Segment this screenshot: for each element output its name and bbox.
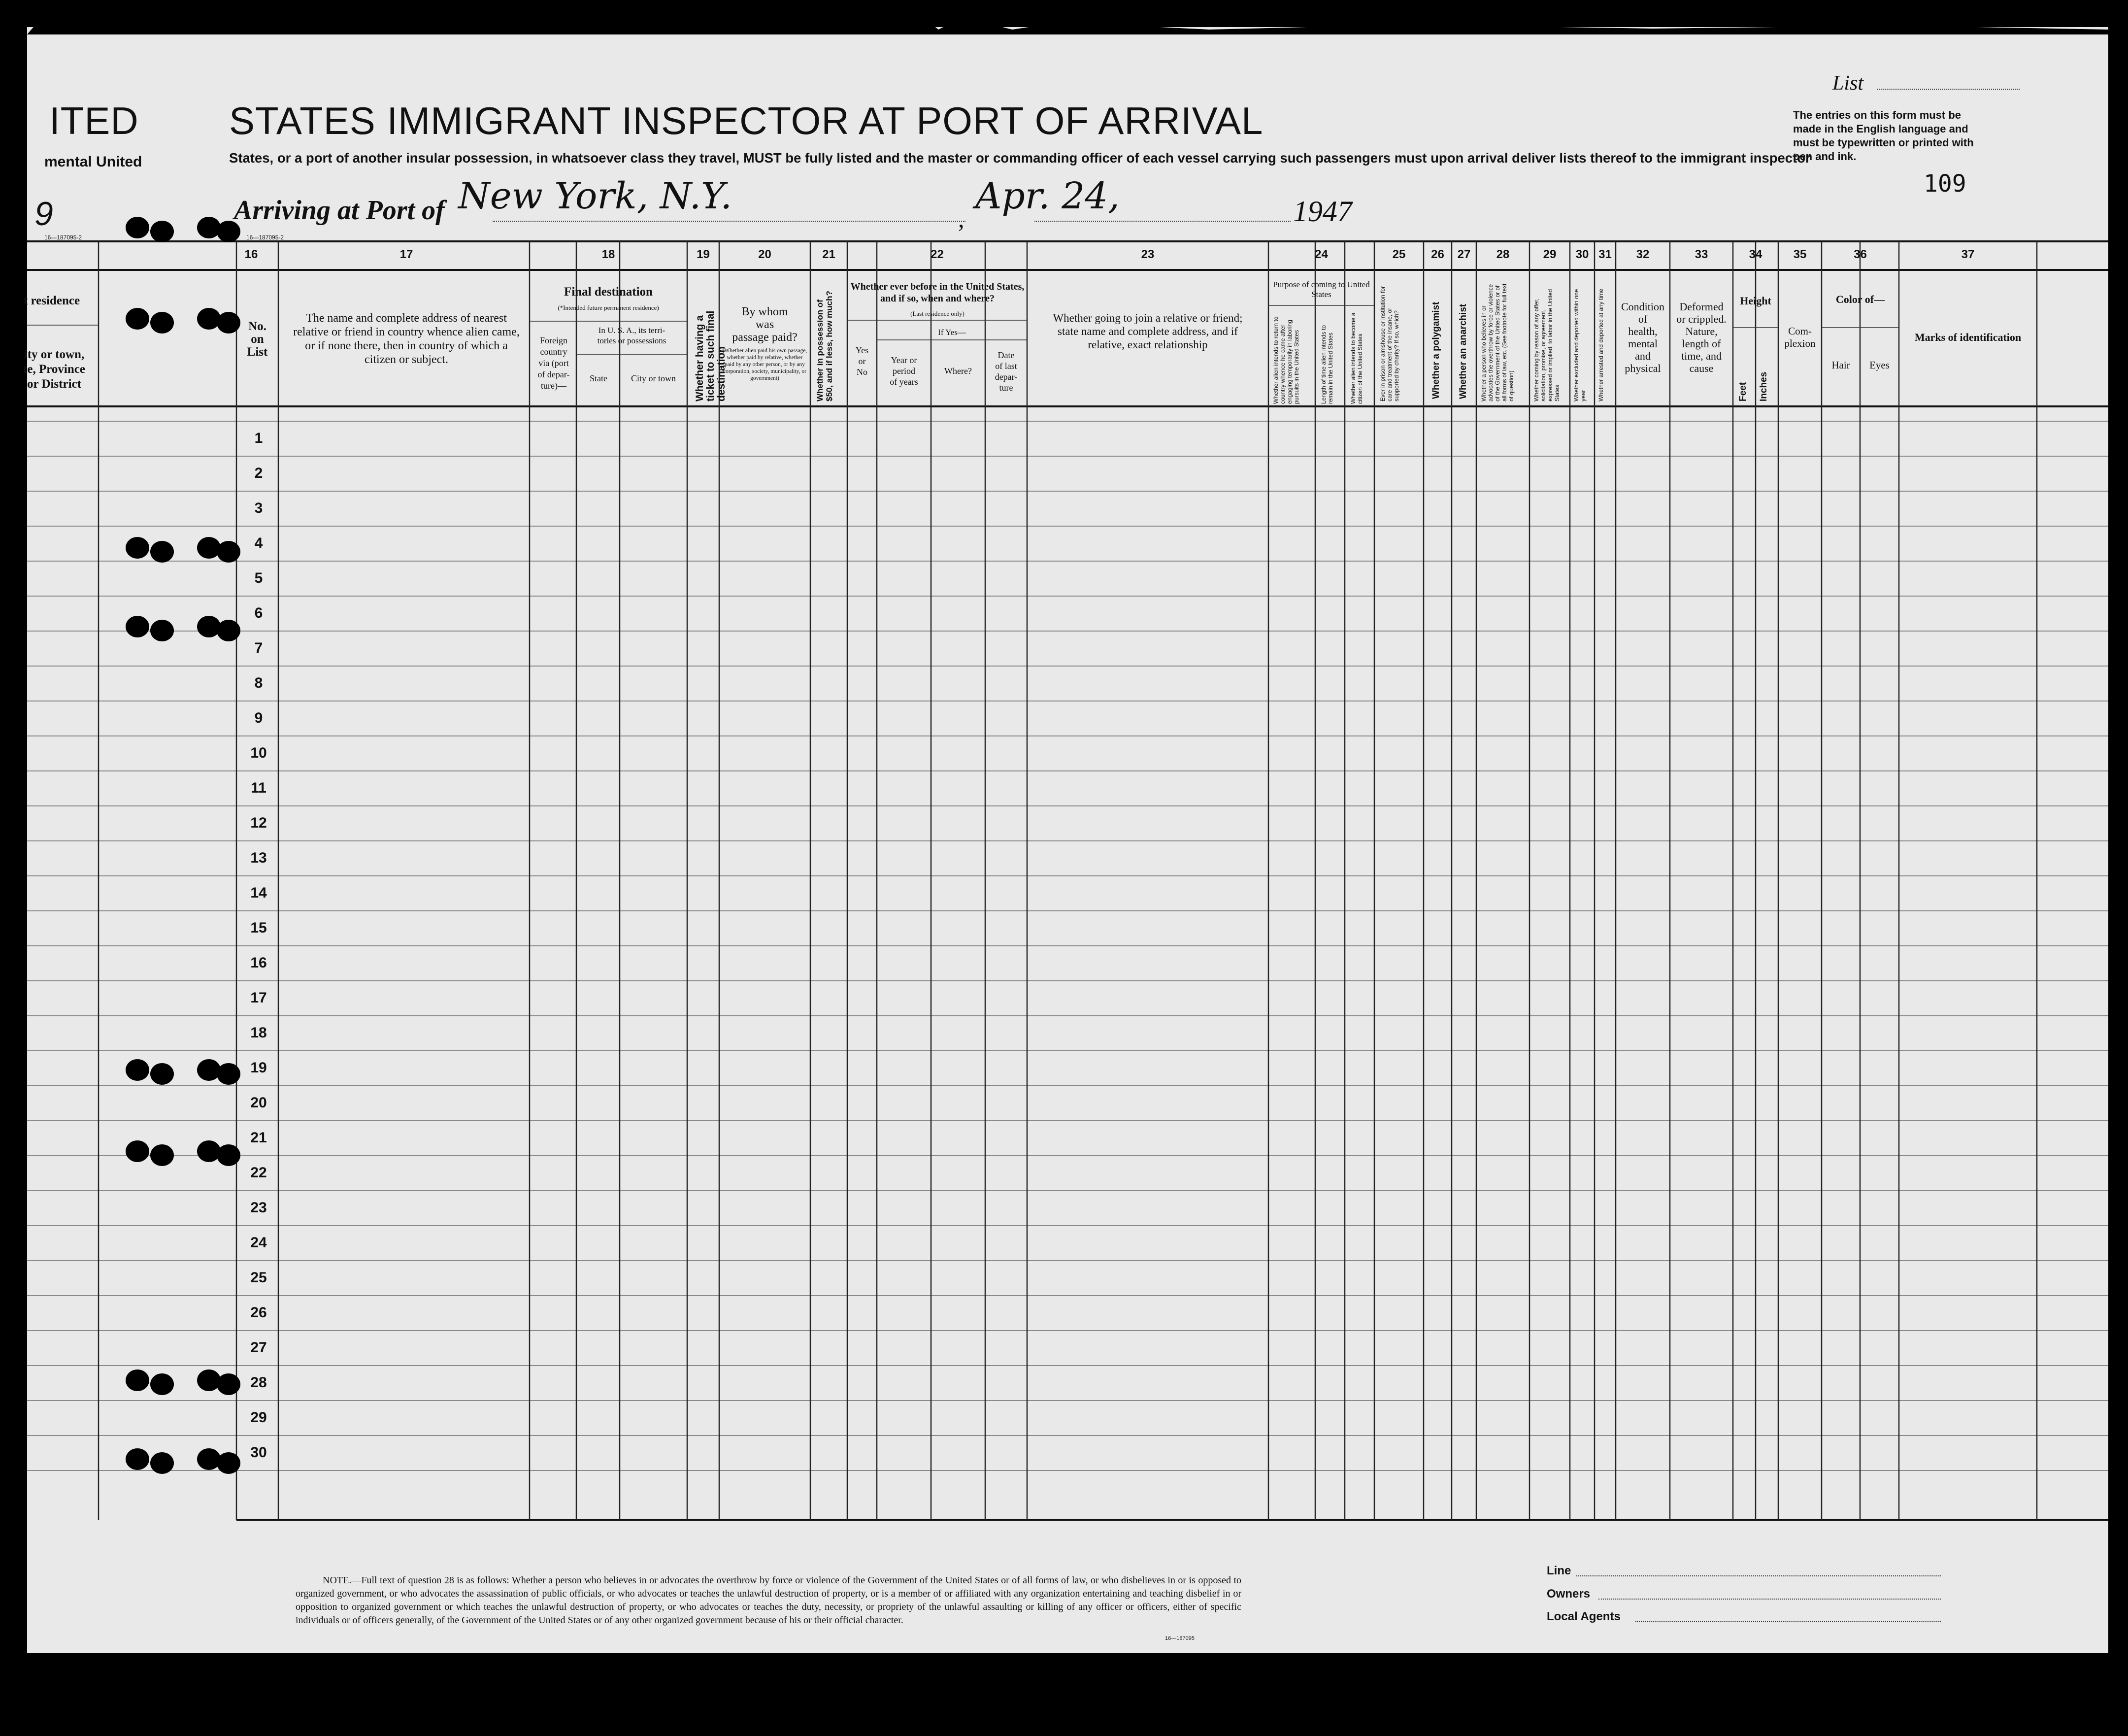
labor-offer-header: Whether coming by reason of any offer, solicitation, promise, or agreement, expressed or implied, to labor in the United States [1533, 289, 1561, 401]
punch-hole [150, 1452, 174, 1474]
col-num: 21 [822, 248, 835, 261]
marks-header: Marks of identification [1914, 331, 2022, 343]
punch-hole [150, 620, 174, 641]
row-number: 23 [250, 1200, 267, 1216]
punch-hole [217, 620, 240, 641]
final-destination-header: Final destination [564, 285, 653, 299]
passage-paid-header [719, 305, 810, 344]
row-number: 11 [251, 780, 266, 796]
header-line: List [247, 345, 268, 359]
punch-hole [150, 1373, 174, 1395]
punch-hole [217, 541, 240, 563]
form-code-left: 16—187095-2 [44, 234, 82, 241]
row-number: 28 [250, 1374, 267, 1391]
row-number: 15 [250, 920, 267, 936]
row-number: 7 [254, 640, 263, 656]
footnote: NOTE.—Full text of question 28 is as follows: Whether a person who believes in or advocates the overthrow by force or violence of the Government of the United States or of all forms of law, or who disbelieves in or is opposed to organized government, or who advocates the assassination of public officials, or who advocates or teaches the unlawful destruction of property, or is a member of or affiliated with any organization entertaining and teaching disbelief in or opposition to organized government or which teaches the unlawful destruction of property, or who advocates or teaches the duty, necessity, or propriety of the unlawful assaulting or killing of any officer or officers, either of specific individuals or of officers generally, of the Government of the United States or of any other organized government because of his or their official character. [296, 1575, 1241, 1626]
col-num: 22 [931, 248, 944, 261]
residence-header: t residence [23, 294, 80, 307]
row-number: 3 [254, 500, 263, 516]
col-num: 16 [244, 248, 258, 261]
ever-before-note: (Last residence only) [910, 310, 964, 317]
punch-hole [150, 221, 174, 242]
year-period-header [877, 355, 931, 387]
punch-hole [126, 308, 149, 330]
punch-hole [217, 1452, 240, 1474]
agents-field [1635, 1621, 1941, 1622]
punch-hole [126, 616, 149, 637]
punch-hole [217, 1144, 240, 1166]
header-line: time, and [1681, 350, 1722, 362]
header-line: of depar- [537, 369, 570, 379]
row-number: 19 [250, 1060, 267, 1076]
header-line: or District [27, 377, 81, 391]
punch-hole [217, 221, 240, 242]
header-line: period [893, 366, 915, 376]
header-line: Date [998, 350, 1015, 360]
state-header: State [590, 373, 607, 383]
header-left-fragment: ITED [49, 99, 139, 142]
instruction-line: pen and ink. [1793, 150, 1857, 163]
header-line: or [858, 356, 866, 366]
agents-label: Local Agents [1547, 1610, 1621, 1623]
joining-relative-header: Whether going to join a relative or friend; state name and complete address, and if relative, exact relationship [1053, 312, 1243, 351]
height-header: Height [1740, 295, 1771, 307]
anarchist-header: Whether an anarchist [1458, 303, 1468, 399]
col-num: 24 [1315, 248, 1328, 261]
col-num: 35 [1793, 248, 1807, 261]
col-num: 28 [1496, 248, 1510, 261]
owners-label: Owners [1547, 1587, 1591, 1601]
header-line: depar- [995, 372, 1018, 382]
row-number: 22 [250, 1165, 267, 1181]
header-line: plexion [1784, 337, 1816, 349]
passage-paid-note: (Whether alien paid his own passage, whether paid by relative, whether paid by any other person, or by any corporation, society, municipality, or government) [722, 348, 807, 381]
punch-hole [217, 1063, 240, 1085]
header-line: Year or [891, 355, 917, 365]
col-num: 37 [1961, 248, 1975, 261]
header-line: via (port [538, 358, 569, 368]
row-number: 27 [250, 1339, 267, 1356]
deformed-header [1670, 300, 1733, 374]
punch-hole [150, 1144, 174, 1166]
row-number: 25 [250, 1269, 267, 1286]
row-number: 4 [254, 535, 263, 551]
complexion-header [1778, 325, 1822, 350]
arriving-label: Arriving at Port of [234, 195, 445, 226]
overthrow-header: Whether a person who believes in or advocates the overthrow by force or violence of the Government of the United States or of all forms of law, etc. (See footnote for full text of question) [1480, 283, 1515, 401]
health-header [1616, 300, 1670, 374]
instruction-line: The entries on this form must be [1793, 109, 1962, 121]
prison-header: Ever in prison or almshouse or institution for care and treatment of the insane, or supported by charity? If so, which? [1379, 286, 1400, 401]
row-number: 16 [250, 955, 267, 971]
header-line: Foreign [540, 335, 567, 345]
row-number: 10 [250, 745, 267, 761]
color-of-header: Color of— [1835, 293, 1885, 305]
col-num: 17 [399, 248, 413, 261]
ever-before-header: Whether ever before in the United States, and if so, when and where? [850, 281, 1025, 304]
row-number: 1 [254, 430, 263, 446]
col-num: 34 [1749, 248, 1762, 261]
header-line: Yes [855, 345, 869, 355]
header-line: No [857, 367, 867, 377]
header-line: ture)— [541, 381, 566, 391]
row-number: 9 [254, 710, 263, 726]
final-destination-note: (*Intended future permanent residence) [558, 304, 659, 311]
col-num: 30 [1575, 248, 1589, 261]
row-number: 20 [250, 1095, 267, 1111]
line-label: Line [1547, 1564, 1571, 1577]
date-handwritten: Apr. 24, [975, 175, 1120, 217]
arrested-header: Whether arrested and deported at any time [1597, 289, 1604, 401]
col-num: 20 [758, 248, 771, 261]
row-number: 13 [250, 850, 267, 866]
row-number: 21 [250, 1130, 267, 1146]
punch-hole [150, 1063, 174, 1085]
row-number: 17 [250, 990, 267, 1006]
col-num: 23 [1141, 248, 1155, 261]
row-number: 30 [250, 1444, 267, 1461]
purpose-return-header: Whether alien intends to return to country whence he came after engaging temporarily in laboring pursuits in the United States [1272, 316, 1300, 404]
form-code-right: 16—187095-2 [246, 234, 284, 241]
punch-hole [126, 1448, 149, 1470]
punch-hole [150, 541, 174, 563]
col-num: 36 [1854, 248, 1867, 261]
header-line: health, [1628, 325, 1658, 337]
col-num: 26 [1431, 248, 1444, 261]
page-number: 109 [1924, 170, 1966, 198]
header-line: In U. S. A., its terri- [598, 326, 665, 335]
row-number: 2 [254, 465, 263, 481]
header-line: and [1635, 350, 1651, 362]
punch-hole [217, 312, 240, 334]
city-header: City or town [631, 373, 676, 383]
if-yes-header: If Yes— [938, 328, 966, 337]
page-title: STATES IMMIGRANT INSPECTOR AT PORT OF ARRIVAL [229, 99, 1264, 142]
col-num: 19 [697, 248, 710, 261]
punch-hole [126, 537, 149, 559]
feet-header: Feet [1738, 382, 1748, 401]
inches-header: Inches [1759, 371, 1769, 401]
header-line: or crippled. [1676, 313, 1727, 325]
punch-hole [126, 1059, 149, 1081]
col-num: 18 [601, 248, 615, 261]
instruction-line: must be typewritten or printed with [1793, 136, 1974, 149]
residence-city-header [15, 347, 94, 392]
col-num: 31 [1598, 248, 1612, 261]
where-header: Where? [944, 366, 972, 376]
row-number: 14 [250, 885, 267, 901]
header-line: tories or possessions [597, 336, 666, 345]
header-line: ture [999, 383, 1013, 393]
header-line: of last [995, 361, 1017, 371]
punch-hole [126, 1369, 149, 1391]
header-line: te, Province [23, 363, 85, 376]
punch-hole [126, 217, 149, 238]
header-line: of [1638, 313, 1648, 325]
port-handwritten: New York, N.Y. [458, 175, 732, 217]
row-number: 24 [250, 1235, 267, 1251]
header-line: Nature, [1685, 325, 1718, 337]
line-field [1576, 1575, 1941, 1576]
instruction-line: made in the English language and [1793, 123, 1968, 135]
header-line: Com- [1788, 325, 1812, 337]
purpose-length-header: Length of time alien intends to remain in the United States [1320, 325, 1334, 404]
col-num: 33 [1695, 248, 1708, 261]
header-line: cause [1689, 362, 1714, 374]
list-label: List [1832, 72, 1864, 95]
header-line: No. [248, 320, 266, 333]
col-num: 27 [1457, 248, 1471, 261]
header-line: By whom [741, 305, 788, 318]
yes-no-header [847, 345, 877, 377]
row-number: 5 [254, 570, 263, 586]
foreign-country-header [531, 335, 576, 392]
header-line: was [755, 318, 774, 331]
header-line: Condition [1621, 300, 1664, 313]
date-departure-header [985, 350, 1027, 393]
header-line: ity or town, [24, 348, 85, 361]
header-line: physical [1625, 362, 1661, 374]
row-number: 8 [254, 675, 263, 691]
punch-hole [126, 1140, 149, 1162]
row-number: 18 [250, 1025, 267, 1041]
header-line: mental [1628, 337, 1658, 350]
punch-hole [217, 1373, 240, 1395]
header-line: on [251, 333, 264, 346]
row-number: 12 [250, 815, 267, 831]
page-subtitle: States, or a port of another insular possession, in whatsoever class they travel, MUST be fully listed and the master or commanding officer of each vessel carrying such passengers must upon arrival deliver lists thereof to the immigrant inspector [229, 150, 1811, 166]
owners-field [1598, 1599, 1941, 1600]
excluded-header: Whether excluded and deported within one year [1573, 289, 1587, 401]
punch-hole [150, 312, 174, 334]
eyes-header: Eyes [1869, 359, 1890, 371]
possession-50-header: Whether in possession of $50, and if less, how much? [815, 291, 834, 401]
purpose-header: Purpose of coming to United States [1273, 280, 1370, 299]
header-line: length of [1682, 337, 1721, 350]
ticket-header: Whether having a ticket to such final destination [694, 310, 727, 401]
comma: , [958, 205, 964, 233]
row-number: 6 [254, 605, 263, 621]
col-num: 32 [1636, 248, 1650, 261]
footer-code: 16—187095 [1165, 1636, 1195, 1641]
purpose-citizen-header: Whether alien intends to become a citizen of the United States [1350, 312, 1363, 404]
usa-destination-header [576, 325, 687, 346]
polygamist-header: Whether a polygamist [1431, 301, 1441, 399]
year: 1947 [1293, 195, 1352, 228]
col-num: 29 [1543, 248, 1557, 261]
header-line: Deformed [1679, 300, 1724, 313]
row-number: 26 [250, 1304, 267, 1321]
col-num: 25 [1392, 248, 1406, 261]
nearest-relative-header: The name and complete address of nearest relative or friend in country whence alien came, or if none there, then in country of which a citizen or subject. [293, 312, 520, 366]
header-left-num: 9 [34, 195, 54, 233]
header-line: country [540, 347, 567, 357]
header-left-sub: mental United [44, 154, 142, 170]
no-on-list-header [236, 320, 278, 359]
header-line: of years [890, 377, 918, 387]
header-line: passage paid? [732, 331, 798, 344]
hair-header: Hair [1831, 359, 1850, 371]
row-number: 29 [250, 1409, 267, 1426]
